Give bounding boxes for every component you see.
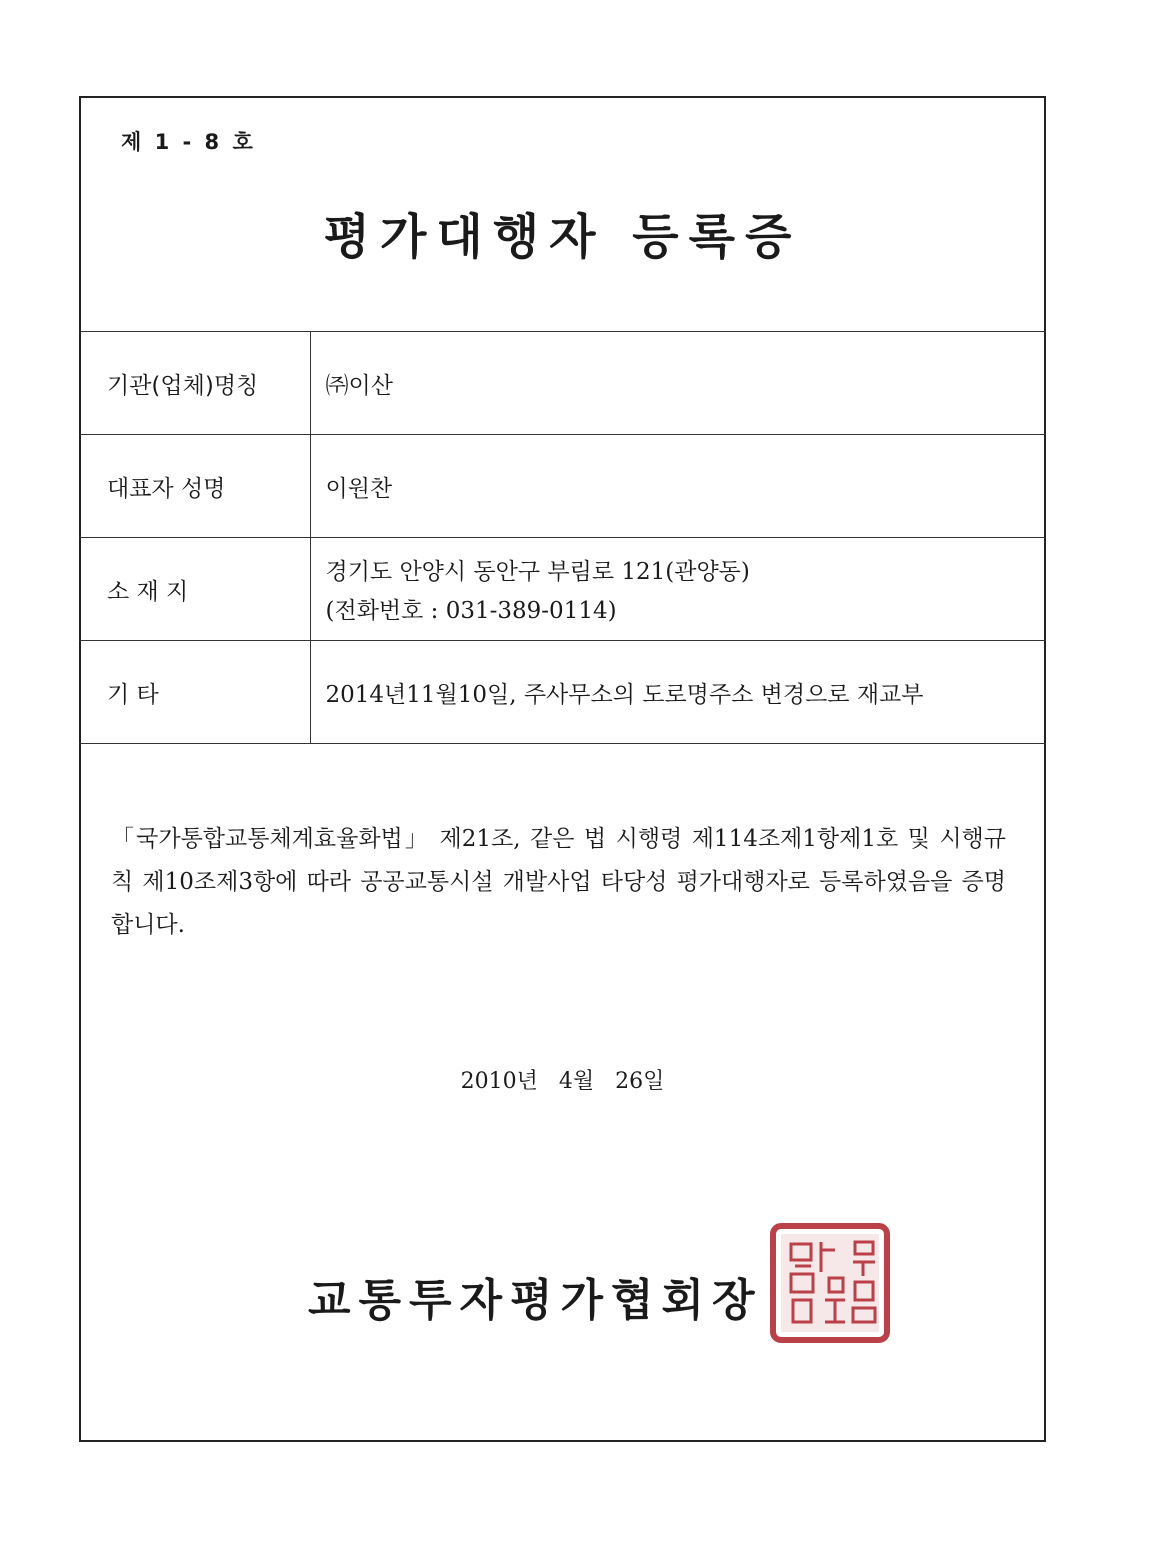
table-row bbox=[79, 641, 1046, 744]
value-representative: 이원찬 bbox=[310, 435, 1046, 538]
label-institution-name: 기관(업체)명칭 bbox=[79, 332, 310, 435]
certificate-frame bbox=[79, 96, 1046, 1442]
registration-info-table bbox=[79, 331, 1046, 744]
value-address bbox=[310, 538, 1046, 641]
value-institution-name: ㈜이산 bbox=[310, 332, 1046, 435]
document-title: 평가대행자 등록증 bbox=[323, 209, 802, 265]
label-representative: 대표자 성명 bbox=[79, 435, 310, 538]
certificate-number: 제 1 - 8 호 bbox=[121, 130, 256, 154]
value-other: 2014년11월10일, 주사무소의 도로명주소 변경으로 재교부 bbox=[310, 641, 1046, 744]
label-address: 소 재 지 bbox=[79, 538, 310, 641]
address-line: 경기도 안양시 동안구 부림로 121(관양동) bbox=[325, 559, 750, 585]
label-other: 기 타 bbox=[79, 641, 310, 744]
phone-line: (전화번호 : 031-389-0114) bbox=[325, 598, 617, 624]
certification-statement: 「국가통합교통체계효율화법」 제21조, 같은 법 시행령 제114조제1항제1호 및 시행규칙 제10조제3항에 따라 공공교통시설 개발사업 타당성 평가대행자로 등록하였음을 증명합니다. bbox=[111, 826, 1006, 938]
table-row bbox=[79, 332, 1046, 435]
official-seal-stamp bbox=[769, 1222, 891, 1344]
table-row bbox=[79, 435, 1046, 538]
issuer-name: 교통투자평가협회장 bbox=[308, 1275, 763, 1326]
issue-date: 2010년 4월 26일 bbox=[460, 1069, 665, 1094]
table-row bbox=[79, 538, 1046, 641]
